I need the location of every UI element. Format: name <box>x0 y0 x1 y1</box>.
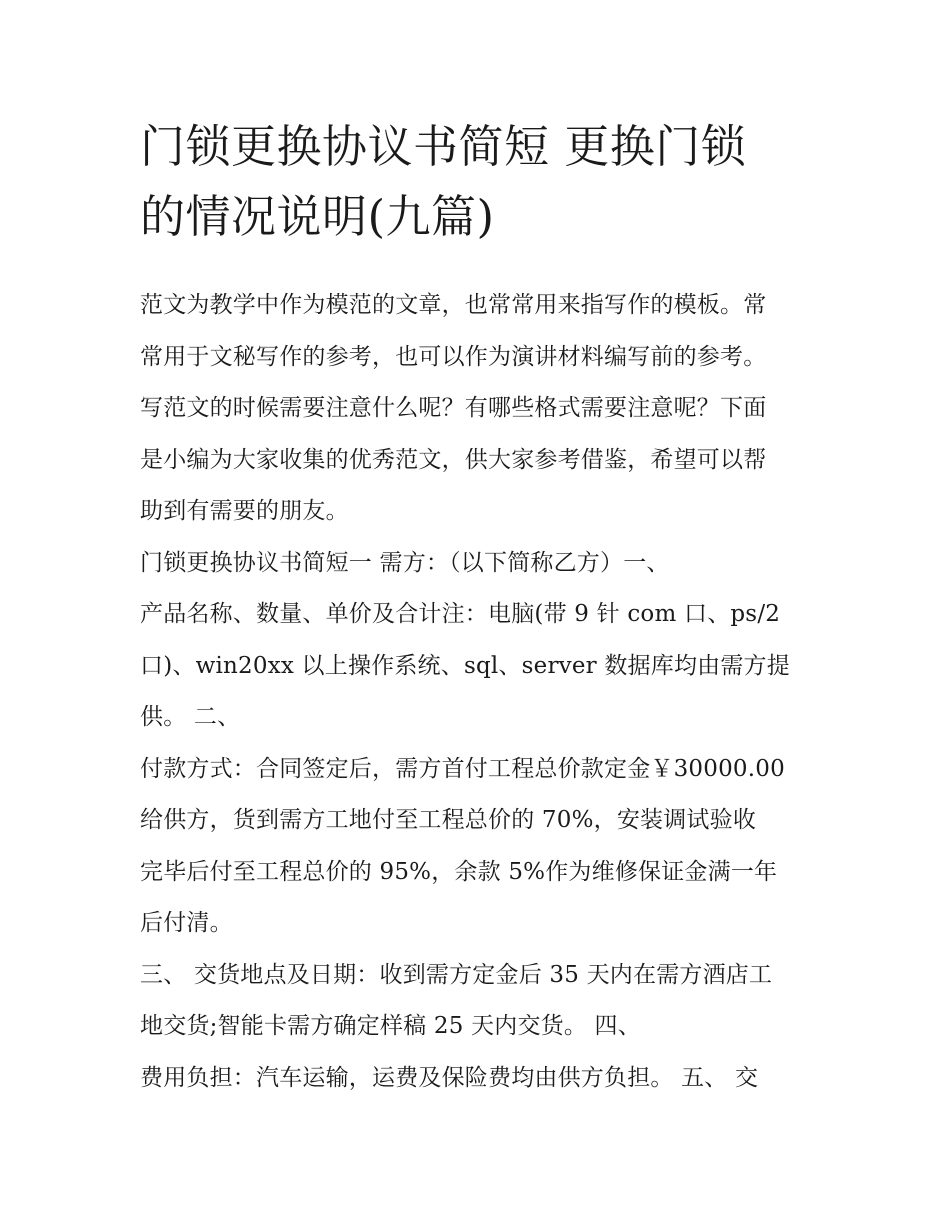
text-line: 费用负担：汽车运输，运费及保险费均由供方负担。 五、 交 <box>140 1064 759 1091</box>
delivery-paragraph <box>140 950 815 1053</box>
text-line: 三、 交货地点及日期：收到需方定金后 35 天内在需方酒店工 <box>140 961 773 988</box>
text-line: 助到有需要的朋友。 <box>140 498 349 524</box>
text-line: 给供方，货到需方工地付至工程总价的 70%，安装调试验收 <box>140 807 757 833</box>
text-line: 是小编为大家收集的优秀范文，供大家参考借鉴，希望可以帮 <box>140 446 767 473</box>
document-title <box>140 112 815 252</box>
text-line: 产品名称、数量、单价及合计注：电脑(带 9 针 com 口、ps/2 <box>140 601 781 627</box>
document-page <box>140 112 815 1104</box>
text-line: 门锁更换协议书简短一 需方：（以下简称乙方）一、 <box>140 549 670 576</box>
title-line: 门锁更换协议书简短 更换门锁 <box>140 120 747 173</box>
text-line: 付款方式：合同签定后，需方首付工程总价款定金￥30000.00 <box>140 755 785 782</box>
document-body <box>140 280 815 1104</box>
text-line: 地交货;智能卡需方确定样稿 25 天内交货。 四、 <box>140 1013 641 1039</box>
text-line: 口)、win20xx 以上操作系统、sql、server 数据库均由需方提 <box>140 652 790 679</box>
text-line: 常用于文秘写作的参考，也可以作为演讲材料编写前的参考。 <box>140 343 767 370</box>
text-line: 供。 二、 <box>140 704 241 730</box>
text-line: 写范文的时候需要注意什么呢？有哪些格式需要注意呢？下面 <box>140 395 767 421</box>
cost-paragraph <box>140 1053 815 1105</box>
text-line: 完毕后付至工程总价的 95%，余款 5%作为维修保证金满一年 <box>140 858 778 885</box>
payment-paragraph <box>140 744 815 950</box>
title-line: 的情况说明(九篇) <box>140 190 495 243</box>
text-line: 范文为教学中作为模范的文章，也常常用来指写作的模板。常 <box>140 292 767 318</box>
section-heading-paragraph <box>140 538 815 590</box>
product-paragraph <box>140 589 815 744</box>
intro-paragraph <box>140 280 815 538</box>
text-line: 后付清。 <box>140 910 233 936</box>
